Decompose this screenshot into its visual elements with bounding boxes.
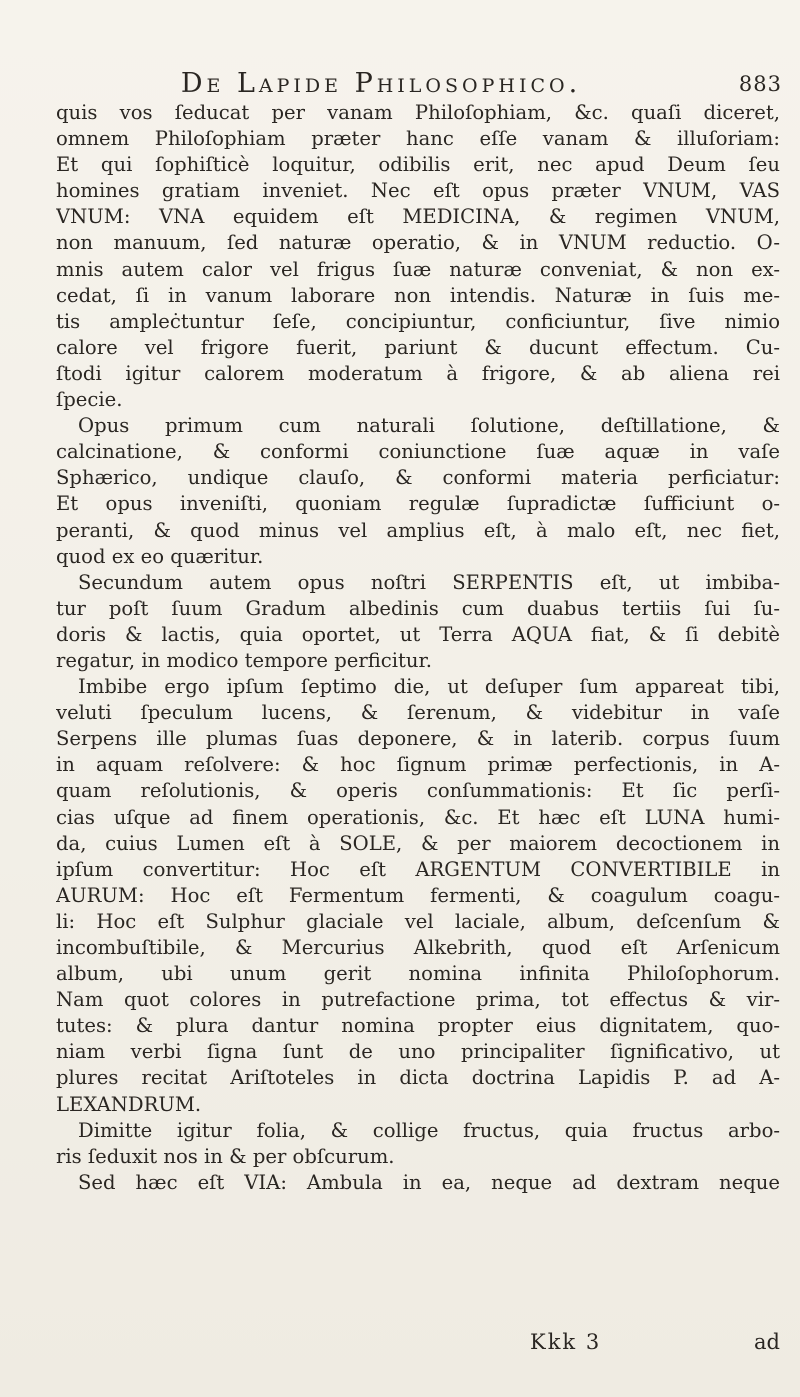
text-line: cedat, ſi in vanum laborare non intendis. Naturæ in ſuis me- (56, 283, 780, 307)
text-line: omnem Philoſophiam præter hanc eſſe vanam & illuſoriam: (56, 127, 780, 151)
text-line: ipſum convertitur: Hoc eſt ARGENTUM CONVERTIBILE in (56, 857, 780, 881)
text-line: Et opus inveniſti, quoniam regulæ ſupradictæ ſufficiunt o- (56, 492, 780, 516)
text-line: tutes: & plura dantur nomina propter eius dignitatem, quo- (56, 1014, 780, 1038)
text-line: Secundum autem opus noſtri SERPENTIS eſt, ut imbiba- (78, 570, 780, 594)
text-line: ſpecie. (56, 388, 123, 412)
text-line: tis ampleċtuntur ſeſe, concipiuntur, conficiuntur, ſive nimio (56, 309, 780, 333)
text-line: Nam quot colores in putrefactione prima, tot effectus & vir- (56, 988, 780, 1012)
text-line: da, cuius Lumen eſt à SOLE, & per maiorem decoctionem in (56, 831, 780, 855)
text-line: regatur, in modico tempore perficitur. (56, 648, 432, 672)
text-line: ſtodi igitur calorem moderatum à frigore, & ab aliena rei (56, 361, 780, 385)
text-line: Et qui ſophiſticè loquitur, odibilis erit, nec apud Deum ſeu (56, 153, 780, 177)
text-line: Serpens ille plumas ſuas deponere, & in laterib. corpus ſuum (56, 727, 780, 751)
text-line: peranti, & quod minus vel amplius eſt, à malo eſt, nec fiet, (56, 518, 780, 542)
text-line: li: Hoc eſt Sulphur glaciale vel laciale, album, deſcenſum & (56, 909, 780, 933)
text-line: calore vel frigore fuerit, pariunt & ducunt effectum. Cu- (56, 335, 780, 359)
text-line: homines gratiam inveniet. Nec eſt opus præter VNUM, VAS (56, 179, 780, 203)
text-line: non manuum, ſed naturæ operatio, & in VNUM reductio. O- (56, 231, 780, 255)
text-line: Sphærico, undique clauſo, & conformi materia perficiatur: (56, 466, 780, 490)
text-line: quis vos ſeducat per vanam Philoſophiam, &c. quaſi diceret, (56, 101, 780, 124)
text-line: Dimitte igitur folia, & collige fructus, quia fructus arbo- (78, 1118, 780, 1142)
signature-mark: Kkk 3 (530, 1330, 602, 1354)
text-line: doris & lactis, quia oportet, ut Terra AQUA fiat, & ſi debitè (56, 622, 780, 646)
text-line: Sed hæc eſt VIA: Ambula in ea, neque ad dextram neque (78, 1170, 780, 1194)
text-line: VNUM: VNA equidem eſt MEDICINA, & regimen VNUM, (56, 205, 780, 229)
text-line: calcinatione, & conformi coniunctione ſuæ aquæ in vaſe (56, 440, 780, 464)
page-footer (56, 1328, 780, 1356)
text-line: in aquam reſolvere: & hoc ſignum primæ perfectionis, in A- (56, 753, 780, 777)
text-line: Imbibe ergo ipſum ſeptimo die, ut deſuper ſum appareat tibi, (78, 675, 780, 699)
text-line: quod ex eo quæritur. (56, 544, 264, 568)
text-line: veluti ſpeculum lucens, & ſerenum, & videbitur in vaſe (56, 701, 780, 725)
text-line: tur poſt ſuum Gradum albedinis cum duabus tertiis ſui ſu- (56, 596, 780, 620)
body-text (56, 100, 780, 1196)
text-line: plures recitat Ariſtoteles in dicta doctrina Lapidis P. ad A- (56, 1066, 780, 1090)
text-line: niam verbi ſigna ſunt de uno principaliter ſignificativo, ut (56, 1040, 780, 1064)
text-line: ris ſeduxit nos in & per obſcurum. (56, 1144, 395, 1168)
text-line: Opus primum cum naturali ſolutione, deſtillatione, & (78, 414, 780, 438)
page-header (50, 68, 782, 102)
running-title: De Lapide Philosophico. (180, 68, 582, 99)
text-line: quam reſolutionis, & operis conſummationis: Et ſic perſi- (56, 779, 780, 803)
page-number: 883 (738, 72, 782, 96)
catchword: ad (754, 1330, 780, 1354)
text-line: album, ubi unum gerit nomina infinita Philoſophorum. (56, 962, 780, 986)
text-line: cias uſque ad finem operationis, &c. Et hæc eſt LUNA humi- (56, 805, 780, 829)
text-line: incombuſtibile, & Mercurius Alkebrith, quod eſt Arſenicum (56, 936, 780, 959)
text-line: AURUM: Hoc eſt Fermentum fermenti, & coagulum coagu- (56, 883, 780, 907)
text-line: mnis autem calor vel frigus ſuæ naturæ conveniat, & non ex- (56, 257, 780, 281)
text-line: LEXANDRUM. (56, 1092, 202, 1116)
